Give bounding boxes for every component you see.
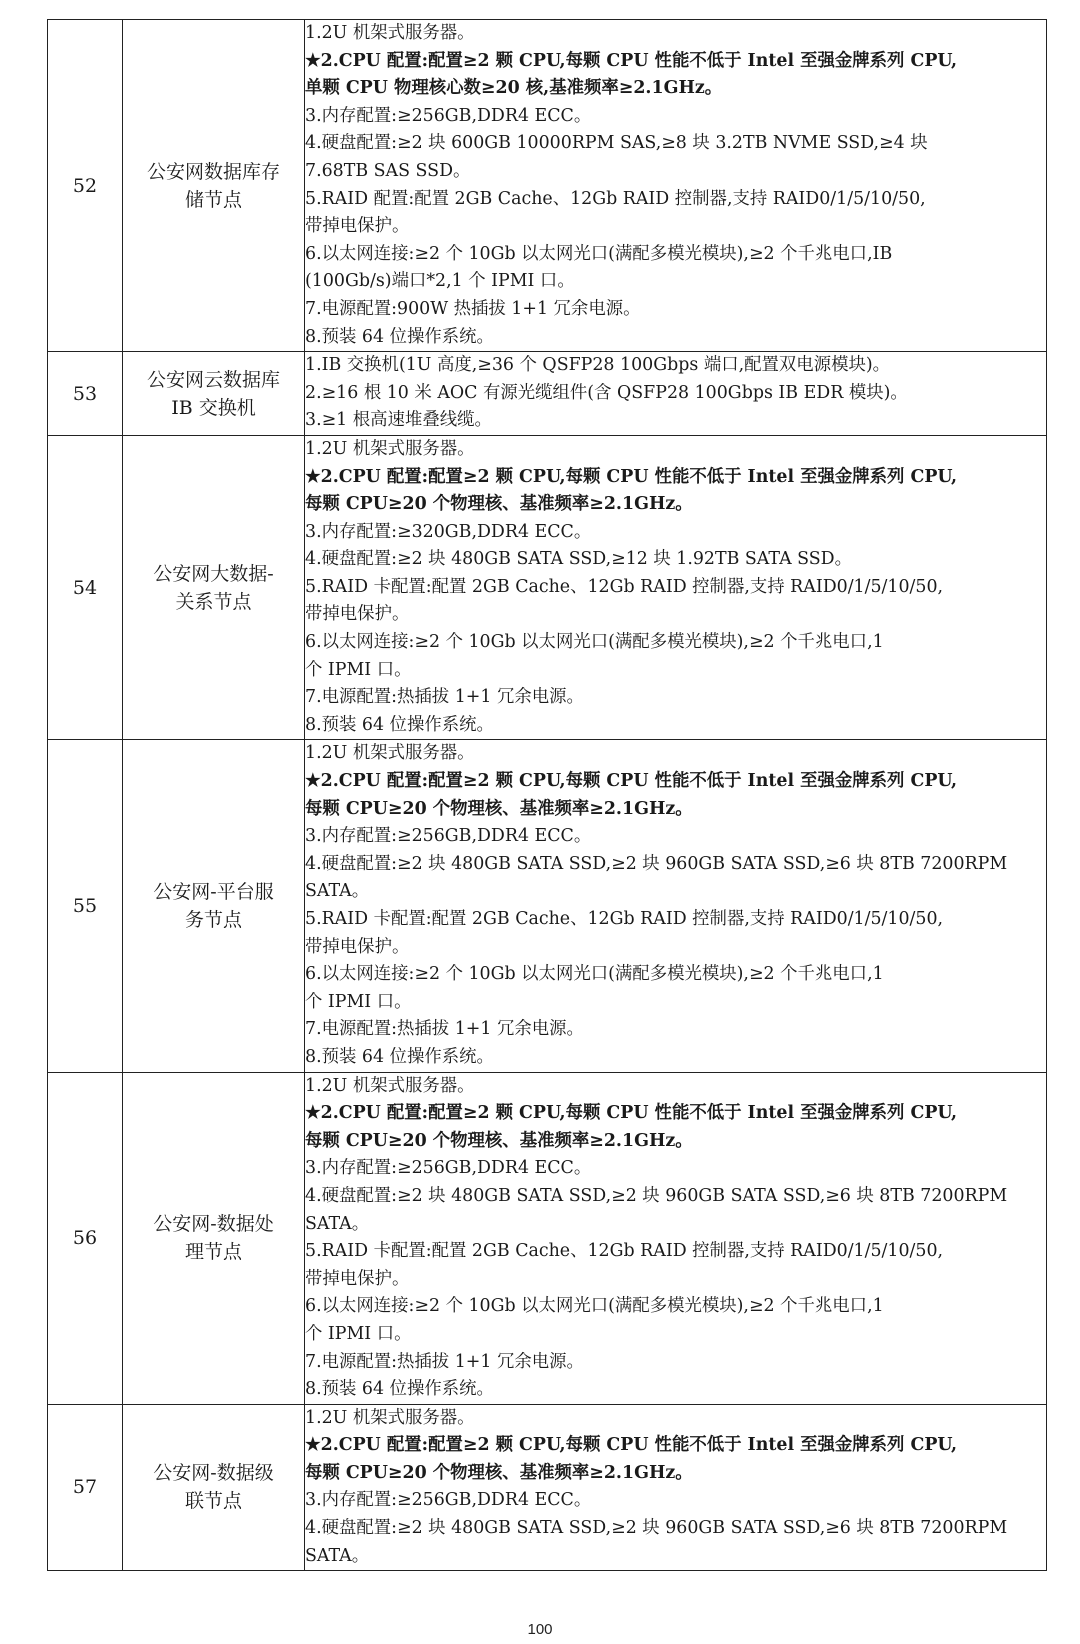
row-number: 52 xyxy=(48,20,123,352)
table-row xyxy=(48,740,1047,1072)
spec-line: 4.硬盘配置:≥2 块 480GB SATA SSD,≥12 块 1.92TB SATA SSD。 xyxy=(305,549,853,570)
spec-cell xyxy=(305,1072,1047,1404)
spec-line: 3.内存配置:≥256GB,DDR4 ECC。 xyxy=(305,105,592,126)
spec-line: 8.预装 64 位操作系统。 xyxy=(305,714,494,735)
spec-line: 5.RAID 卡配置:配置 2GB Cache、12Gb RAID 控制器,支持 RAID0/1/5/10/50, xyxy=(305,576,944,597)
item-name: 公安网-数据处 理节点 xyxy=(123,1072,305,1404)
spec-line: (100Gb/s)端口*2,1 个 IPMI 口。 xyxy=(305,271,575,292)
spec-line: 4.硬盘配置:≥2 块 600GB 10000RPM SAS,≥8 块 3.2TB NVME SSD,≥4 块 xyxy=(305,133,928,154)
spec-line: 1.2U 机架式服务器。 xyxy=(305,1075,475,1096)
spec-line: 8.预装 64 位操作系统。 xyxy=(305,1046,494,1067)
spec-line: 3.≥1 根高速堆叠线缆。 xyxy=(305,410,492,431)
spec-line: 4.硬盘配置:≥2 块 480GB SATA SSD,≥2 块 960GB SATA SSD,≥6 块 8TB 7200RPM xyxy=(305,853,1008,874)
spec-cell xyxy=(305,20,1047,352)
spec-line: 带掉电保护。 xyxy=(305,604,410,625)
spec-cell xyxy=(305,352,1047,436)
spec-line: 7.68TB SAS SSD。 xyxy=(305,160,471,181)
spec-line: 带掉电保护。 xyxy=(305,216,410,237)
spec-line: 6.以太网连接:≥2 个 10Gb 以太网光口(满配多模光模块),≥2 个千兆电口,1 xyxy=(305,964,884,985)
spec-line: 1.2U 机架式服务器。 xyxy=(305,438,475,459)
spec-line: 7.电源配置:热插拔 1+1 冗余电源。 xyxy=(305,687,584,708)
spec-line: 5.RAID 配置:配置 2GB Cache、12Gb RAID 控制器,支持 RAID0/1/5/10/50, xyxy=(305,188,926,209)
spec-line: SATA。 xyxy=(305,1213,370,1234)
spec-line-required: 每颗 CPU≥20 个物理核、基准频率≥2.1GHz。 xyxy=(305,494,693,515)
spec-line: SATA。 xyxy=(305,1545,370,1566)
item-name: 公安网大数据- 关系节点 xyxy=(123,435,305,740)
row-number: 56 xyxy=(48,1072,123,1404)
spec-line: 1.IB 交换机(1U 高度,≥36 个 QSFP28 100Gbps 端口,配置双电源模块)。 xyxy=(305,355,891,376)
table-row xyxy=(48,435,1047,740)
page-number: 100 xyxy=(527,1621,553,1638)
spec-line: 1.2U 机架式服务器。 xyxy=(305,23,475,43)
spec-line: 1.2U 机架式服务器。 xyxy=(305,743,475,764)
spec-line: 7.电源配置:900W 热插拔 1+1 冗余电源。 xyxy=(305,298,641,319)
spec-line-required: ★2.CPU 配置:配置≥2 颗 CPU,每颗 CPU 性能不低于 Intel 至强金牌系列 CPU, xyxy=(305,771,958,792)
spec-line: 2.≥16 根 10 米 AOC 有源光缆组件(含 QSFP28 100Gbps IB EDR 模块)。 xyxy=(305,382,908,403)
spec-line: 5.RAID 卡配置:配置 2GB Cache、12Gb RAID 控制器,支持 RAID0/1/5/10/50, xyxy=(305,909,944,929)
spec-line-required: ★2.CPU 配置:配置≥2 颗 CPU,每颗 CPU 性能不低于 Intel 至强金牌系列 CPU, xyxy=(305,1435,958,1456)
item-name: 公安网-数据级 联节点 xyxy=(123,1404,305,1571)
spec-cell xyxy=(305,740,1047,1072)
row-number: 57 xyxy=(48,1404,123,1571)
item-name: 公安网-平台服 务节点 xyxy=(123,740,305,1072)
spec-line-required: 单颗 CPU 物理核心数≥20 核,基准频率≥2.1GHz。 xyxy=(305,78,723,99)
spec-line: 8.预装 64 位操作系统。 xyxy=(305,1379,494,1400)
row-number: 54 xyxy=(48,435,123,740)
table-row xyxy=(48,1404,1047,1571)
spec-line: 4.硬盘配置:≥2 块 480GB SATA SSD,≥2 块 960GB SATA SSD,≥6 块 8TB 7200RPM xyxy=(305,1518,1008,1539)
spec-line-required: ★2.CPU 配置:配置≥2 颗 CPU,每颗 CPU 性能不低于 Intel 至强金牌系列 CPU, xyxy=(305,1103,958,1124)
spec-line: 8.预装 64 位操作系统。 xyxy=(305,326,494,347)
spec-line: 6.以太网连接:≥2 个 10Gb 以太网光口(满配多模光模块),≥2 个千兆电口,1 xyxy=(305,632,884,653)
spec-line: 3.内存配置:≥256GB,DDR4 ECC。 xyxy=(305,1158,592,1179)
table-row xyxy=(48,20,1047,352)
spec-cell xyxy=(305,435,1047,740)
spec-line: 3.内存配置:≥320GB,DDR4 ECC。 xyxy=(305,521,592,542)
spec-line: 个 IPMI 口。 xyxy=(305,659,412,680)
spec-line-required: ★2.CPU 配置:配置≥2 颗 CPU,每颗 CPU 性能不低于 Intel 至强金牌系列 CPU, xyxy=(305,466,958,487)
spec-line: 5.RAID 卡配置:配置 2GB Cache、12Gb RAID 控制器,支持 RAID0/1/5/10/50, xyxy=(305,1241,944,1262)
spec-line: 7.电源配置:热插拔 1+1 冗余电源。 xyxy=(305,1019,584,1040)
spec-line-required: 每颗 CPU≥20 个物理核、基准频率≥2.1GHz。 xyxy=(305,1130,693,1151)
table-row xyxy=(48,1072,1047,1404)
spec-line: 1.2U 机架式服务器。 xyxy=(305,1407,475,1428)
spec-line-required: 每颗 CPU≥20 个物理核、基准频率≥2.1GHz。 xyxy=(305,1462,693,1483)
spec-line: 6.以太网连接:≥2 个 10Gb 以太网光口(满配多模光模块),≥2 个千兆电口,IB xyxy=(305,243,893,264)
spec-line: 6.以太网连接:≥2 个 10Gb 以太网光口(满配多模光模块),≥2 个千兆电口,1 xyxy=(305,1296,884,1317)
row-number: 53 xyxy=(48,352,123,436)
spec-line: SATA。 xyxy=(305,881,370,902)
table-row xyxy=(48,352,1047,436)
item-name: 公安网云数据库 IB 交换机 xyxy=(123,352,305,436)
row-number: 55 xyxy=(48,740,123,1072)
spec-line-required: 每颗 CPU≥20 个物理核、基准频率≥2.1GHz。 xyxy=(305,798,693,819)
spec-line-required: ★2.CPU 配置:配置≥2 颗 CPU,每颗 CPU 性能不低于 Intel 至强金牌系列 CPU, xyxy=(305,50,958,71)
spec-line: 7.电源配置:热插拔 1+1 冗余电源。 xyxy=(305,1351,584,1372)
spec-cell xyxy=(305,1404,1047,1571)
spec-line: 3.内存配置:≥256GB,DDR4 ECC。 xyxy=(305,826,592,847)
spec-line: 3.内存配置:≥256GB,DDR4 ECC。 xyxy=(305,1490,592,1511)
spec-line: 个 IPMI 口。 xyxy=(305,1323,412,1344)
spec-table xyxy=(47,19,1047,1571)
item-name: 公安网数据库存 储节点 xyxy=(123,20,305,352)
spec-line: 4.硬盘配置:≥2 块 480GB SATA SSD,≥2 块 960GB SATA SSD,≥6 块 8TB 7200RPM xyxy=(305,1185,1008,1206)
spec-line: 个 IPMI 口。 xyxy=(305,991,412,1012)
spec-line: 带掉电保护。 xyxy=(305,936,410,957)
spec-line: 带掉电保护。 xyxy=(305,1268,410,1289)
